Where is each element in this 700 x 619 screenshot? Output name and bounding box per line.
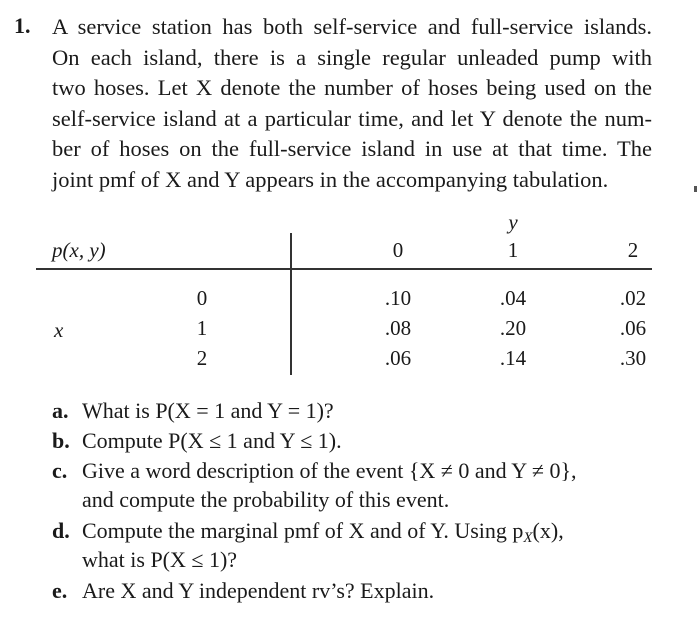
table-cell: .02 [619,286,647,310]
question-c-text-line-2: and compute the probability of this event. [82,487,450,512]
question-c-label: c. [52,458,68,483]
column-header-0: 0 [392,238,404,262]
column-header-2: 2 [627,238,639,262]
question-a-label: a. [52,398,69,423]
statement-line-5: ber of hoses on the full-service island in use at that time. The [52,136,652,161]
row-header-2: 2 [196,346,208,370]
row-header-0: 0 [196,286,208,310]
table-corner-label: p(x, y) [52,238,106,262]
statement-line-1: A service station has both self-service and full-service islands. [52,14,652,39]
table-cell: .20 [499,316,527,340]
question-e [52,576,434,605]
statement-line-3: two hoses. Let X denote the number of hoses being used on the [52,75,652,100]
column-variable-label: y [508,210,518,234]
column-rule [290,233,292,375]
question-e-text: Are X and Y independent rv’s? Explain. [82,578,435,603]
question-d-text-line-1b: (x), [532,518,564,543]
table-cell: .08 [384,316,412,340]
question-b-label: b. [52,428,70,453]
table-cell: .10 [384,286,412,310]
header-rule [36,268,652,270]
question-d-label: d. [52,518,70,543]
column-header-1: 1 [507,238,519,262]
question-b [52,426,342,455]
question-c-text-line-1: Give a word description of the event {X ≠ 0 and Y ≠ 0}, [82,458,577,483]
page-edge-mark [694,186,697,192]
question-b-text: Compute P(X ≤ 1 and Y ≤ 1). [82,428,342,453]
statement-line-2: On each island, there is a single regular unleaded pump with [52,44,652,70]
question-a-text: What is P(X = 1 and Y = 1)? [82,398,334,423]
question-d-text-line-1a: Compute the marginal pmf of X and of Y. Using p [82,518,524,543]
table-cell: .06 [619,316,647,340]
statement-line-6: joint pmf of X and Y appears in the accompanying tabulation. [52,166,609,192]
question-a [52,396,334,425]
row-header-1: 1 [196,316,208,340]
question-d-text-line-2: what is P(X ≤ 1)? [82,547,238,572]
table-cell: .30 [619,346,647,370]
statement-line-4: self-service island at a particular time, and let Y denote the num- [52,105,652,131]
table-cell: .04 [499,286,527,310]
question-d-subscript: X [523,530,533,546]
row-variable-label: x [54,318,64,342]
question-e-label: e. [52,578,68,603]
table-cell: .14 [499,346,527,370]
problem-number: 1. [14,13,31,38]
question-c [52,456,577,485]
table-cell: .06 [384,346,412,370]
